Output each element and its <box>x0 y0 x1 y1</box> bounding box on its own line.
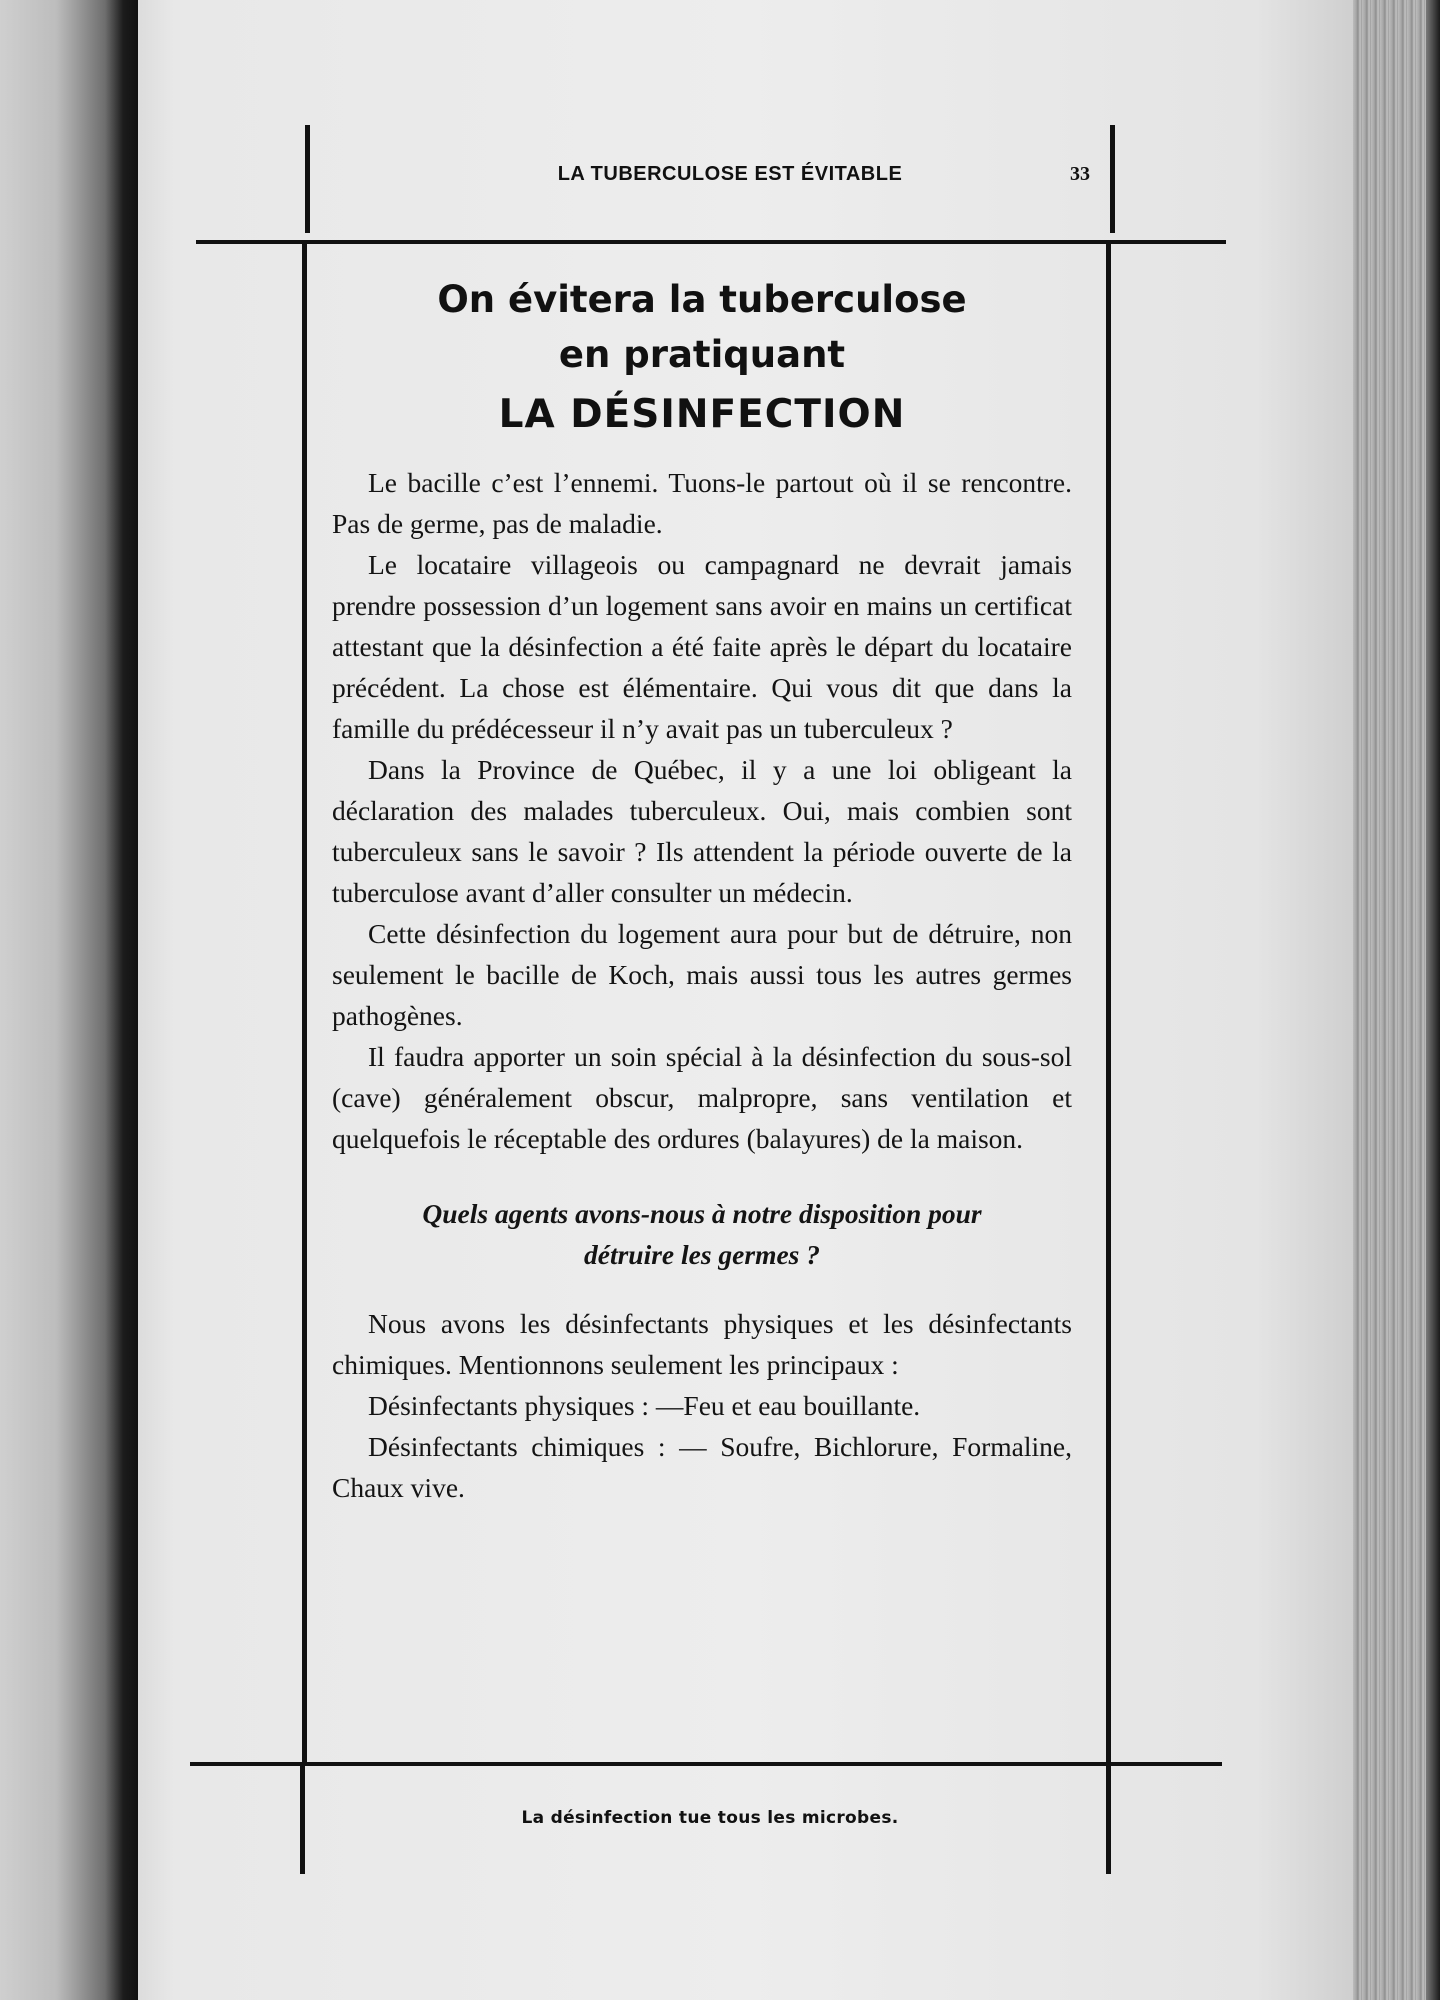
book-gutter-shadow <box>0 0 140 2000</box>
footer-right-rule <box>1106 1766 1111 1874</box>
running-head: LA TUBERCULOSE EST ÉVITABLE <box>557 163 903 185</box>
column-right-rule <box>1106 242 1111 1762</box>
column-left-rule <box>302 242 307 1762</box>
paragraph: Désinfectants physiques : —Feu et eau bouillante. <box>368 1390 921 1421</box>
question-line-2: détruire les germes ? <box>583 1239 821 1270</box>
header-left-rule <box>305 125 310 233</box>
paragraph: Cette désinfection du logement aura pour but de détruire, non seulement le bacille de Koch, mais aussi tous les autres germes pathogènes. <box>332 918 1072 1031</box>
paragraph: Le locataire villageois ou campagnard ne devrait jamais prendre possession d’un logement sans avoir en mains un certificat attestant que la désinfection a été faite après le départ du locataire précédent. La chose est élémentaire. Qui vous dit que dans la famille du prédécesseur il n’y avait pas un tuberculeux ? <box>332 549 1072 744</box>
page-edges <box>1353 0 1440 2000</box>
body-text <box>332 462 1072 1159</box>
page-title <box>332 272 1072 448</box>
footer-slogan: La désinfection tue tous les microbes. <box>521 1808 899 1828</box>
bottom-horizontal-rule <box>190 1762 1222 1766</box>
title-line-1: On évitera la tuberculose <box>437 278 967 321</box>
text-column <box>332 272 1072 1508</box>
title-line-2: en pratiquant <box>558 333 846 376</box>
paragraph: Désinfectants chimiques : — Soufre, Bichlorure, Formaline, Chaux vive. <box>332 1431 1072 1503</box>
paragraph: Il faudra apporter un soin spécial à la désinfection du sous-sol (cave) généralement obscur, malpropre, sans ventilation et quelquefois le réceptable des ordures (balayures) de la maison. <box>332 1041 1072 1154</box>
header-right-rule <box>1110 125 1115 233</box>
section-question <box>332 1193 1072 1275</box>
disinfectants-text <box>332 1303 1072 1508</box>
question-line-1: Quels agents avons-nous à notre disposition pour <box>422 1198 982 1229</box>
top-horizontal-rule <box>196 240 1226 244</box>
paragraph: Le bacille c’est l’ennemi. Tuons-le partout où il se rencontre. Pas de germe, pas de maladie. <box>332 467 1072 539</box>
title-line-3: LA DÉSINFECTION <box>498 392 906 437</box>
footer-left-rule <box>300 1766 305 1874</box>
paragraph: Nous avons les désinfectants physiques et les désinfectants chimiques. Mentionnons seulement les principaux : <box>332 1308 1072 1380</box>
page-number: 33 <box>1070 163 1090 185</box>
paragraph: Dans la Province de Québec, il y a une loi obligeant la déclaration des malades tuberculeux. Oui, mais combien sont tuberculeux sans le savoir ? Ils attendent la période ouverte de la tuberculose avant d’aller consulter un médecin. <box>332 754 1072 908</box>
